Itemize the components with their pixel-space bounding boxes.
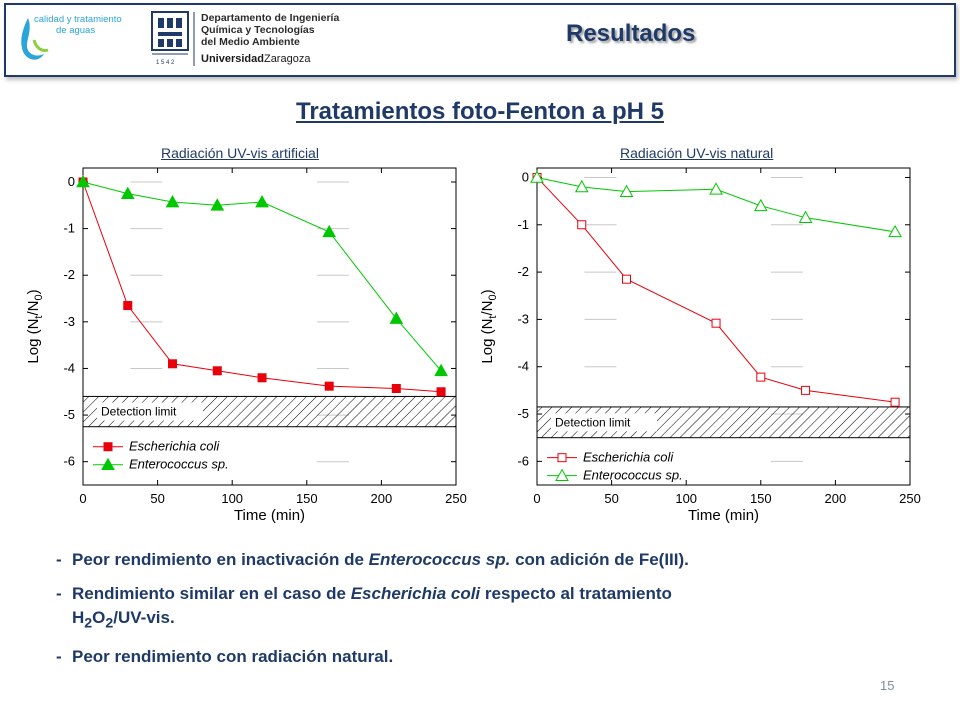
y-tick-label: 0 [521, 169, 529, 185]
bullet-list [40, 548, 920, 679]
x-tick-label: 150 [295, 491, 318, 506]
legend-marker [104, 443, 112, 451]
y-tick-label: -4 [517, 358, 529, 374]
y-tick-label: -4 [63, 360, 75, 376]
y-tick-label: -5 [63, 407, 75, 423]
bullet-text: Peor rendimiento en inactivación de [72, 550, 369, 569]
data-point-ecoli [712, 319, 720, 327]
x-axis-title: Time (min) [687, 507, 760, 524]
data-point-ecoli [169, 360, 177, 368]
detection-limit-label: Detection limit [101, 404, 177, 419]
logo-text-line1: calidad y tratamiento [34, 14, 122, 25]
y-axis-title-part: Log (N [25, 318, 42, 364]
bullet-dash: - [56, 584, 62, 603]
formula-sub: 2 [84, 615, 93, 632]
x-tick-label: 50 [150, 491, 165, 506]
chart-title-artificial: Radiación UV-vis artificial [161, 145, 319, 161]
x-tick-label: 250 [899, 491, 921, 506]
bullet-text: Peor rendimiento con radiación natural. [72, 647, 394, 667]
y-tick-label: -6 [63, 453, 75, 469]
slide-title: Tratamientos foto-Fenton a pH 5 [295, 98, 664, 125]
bullet-text: Rendimiento similar en el caso de [72, 584, 351, 603]
chart-natural [479, 160, 927, 524]
y-axis-title-sub: t [33, 315, 45, 319]
y-axis-title-sub: 0 [487, 294, 499, 301]
data-point-ecoli [623, 275, 631, 283]
bullet-text: con adición de Fe(III). [510, 550, 689, 569]
data-point-ecoli [891, 398, 899, 406]
y-axis-title-part: /N [25, 300, 42, 316]
chart-artificial [25, 160, 473, 524]
y-axis-title-sub: t [487, 315, 499, 319]
y-tick-label: -1 [517, 216, 529, 232]
y-tick-label: 0 [67, 173, 75, 189]
university-name-regular: Zaragoza [263, 53, 311, 65]
dept-line3: del Medio Ambiente [201, 36, 300, 48]
x-tick-label: 0 [533, 491, 541, 506]
y-tick-label: -1 [63, 220, 75, 236]
bullet-text-italic: Escherichia coli [350, 584, 481, 603]
x-tick-label: 200 [370, 491, 393, 506]
page-number: 15 [880, 678, 895, 693]
data-point-ecoli [757, 373, 765, 381]
legend-label: Escherichia coli [583, 449, 674, 465]
bullet-item [40, 645, 920, 669]
detection-limit-label: Detection limit [555, 415, 631, 430]
formula-o: O [92, 608, 106, 627]
university-name [201, 53, 310, 65]
x-tick-label: 100 [221, 491, 244, 506]
formula-rest: /UV-vis. [113, 608, 175, 627]
bullet-dash: - [56, 550, 62, 569]
university-name-bold: Universidad [201, 53, 264, 65]
dept-line2: Química y Tecnologías [201, 24, 315, 36]
y-tick-label: -3 [63, 313, 75, 329]
x-axis-title: Time (min) [233, 507, 306, 524]
y-tick-label: -3 [517, 311, 529, 327]
y-axis-title-sub: 0 [33, 294, 45, 301]
x-tick-label: 150 [749, 491, 772, 506]
bullet-text: respecto al tratamiento [480, 584, 672, 603]
x-tick-label: 200 [824, 491, 847, 506]
y-axis-title-part: ) [25, 289, 42, 295]
legend-label: Enterococcus sp. [583, 467, 683, 483]
data-point-ecoli [213, 367, 221, 375]
x-tick-label: 100 [675, 491, 698, 506]
data-point-ecoli [802, 386, 810, 394]
bullet-item [40, 548, 920, 572]
y-axis-title-part: Log (N [479, 318, 496, 364]
bullet-item [40, 582, 920, 635]
y-tick-label: -5 [517, 406, 529, 422]
data-point-ecoli [325, 382, 333, 390]
dept-line1: Departamento de Ingeniería [201, 12, 340, 24]
plot-area [83, 168, 456, 485]
y-tick-label: -6 [517, 453, 529, 469]
data-point-ecoli [437, 388, 445, 396]
legend-label: Escherichia coli [129, 438, 220, 454]
header-banner [0, 0, 960, 80]
bullet-dash: - [56, 647, 62, 667]
legend-label: Enterococcus sp. [129, 456, 229, 472]
x-tick-label: 250 [445, 491, 467, 506]
y-axis-title [25, 289, 45, 363]
water-logo-text [34, 14, 122, 36]
logo-text-line2: de aguas [56, 25, 96, 36]
section-title: Resultados [566, 20, 696, 47]
y-axis-title-part: /N [479, 300, 496, 316]
x-tick-label: 50 [604, 491, 619, 506]
data-point-ecoli [392, 385, 400, 393]
formula-h: H [72, 608, 85, 627]
data-point-ecoli [258, 374, 266, 382]
department-name [201, 12, 339, 48]
legend-marker [558, 454, 566, 462]
x-tick-label: 0 [79, 491, 87, 506]
y-axis-title [479, 289, 499, 363]
bullet-text-italic: Enterococcus sp. [368, 550, 511, 569]
formula-sub: 2 [105, 615, 114, 632]
y-tick-label: -2 [517, 264, 529, 280]
seal-year: 1 5 4 2 [156, 60, 175, 66]
y-tick-label: -2 [63, 267, 75, 283]
data-point-ecoli [124, 302, 132, 310]
y-axis-title-part: ) [479, 289, 496, 295]
data-point-ecoli [578, 221, 586, 229]
chart-title-natural: Radiación UV-vis natural [620, 145, 774, 161]
